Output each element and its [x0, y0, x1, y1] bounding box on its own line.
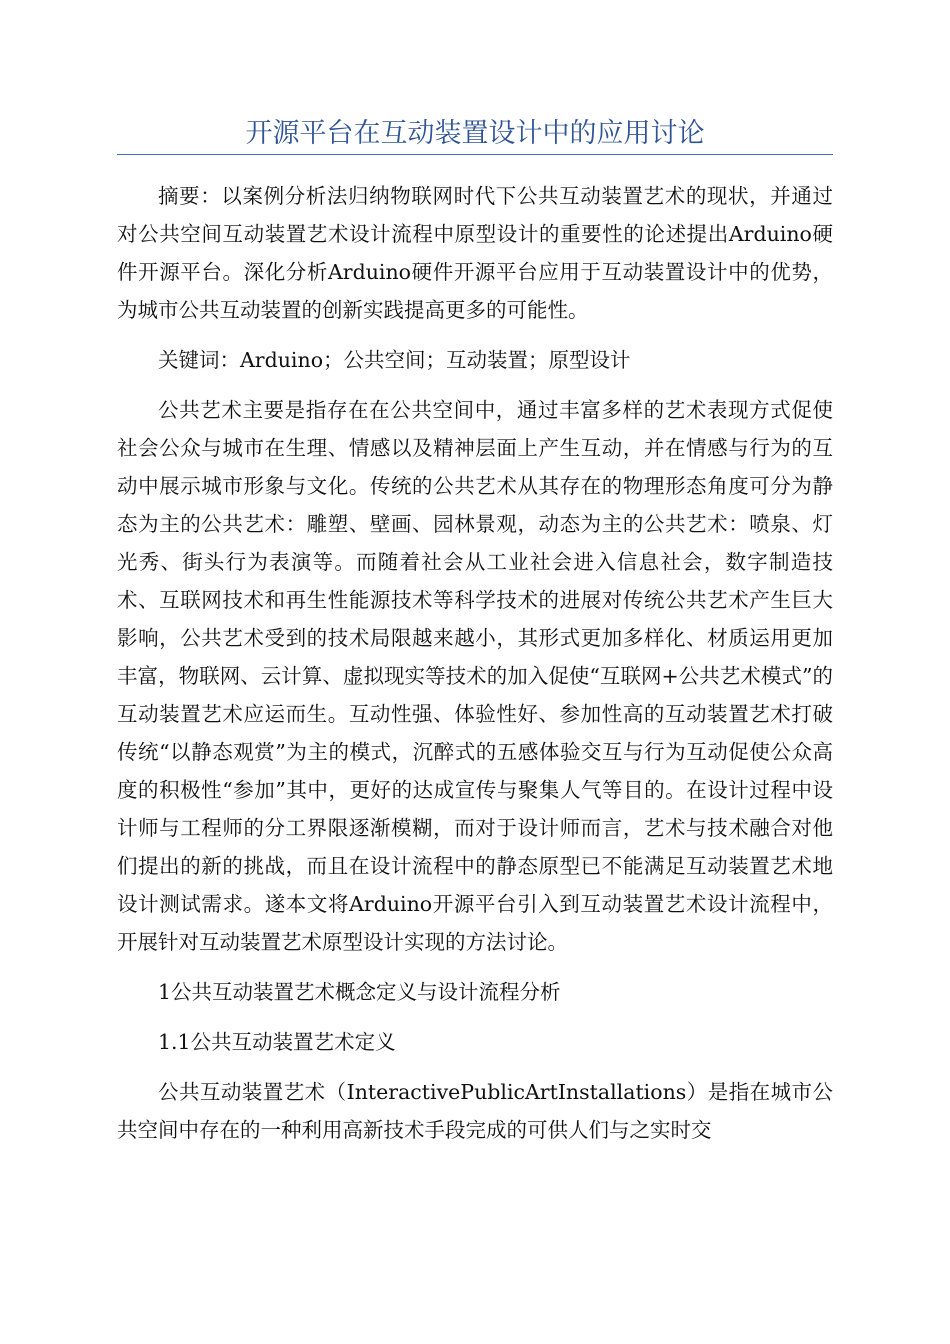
document-page	[117, 0, 833, 1149]
keywords-line: 关键词：Arduino；公共空间；互动装置；原型设计	[158, 348, 631, 372]
abstract-paragraph: 摘要：以案例分析法归纳物联网时代下公共互动装置艺术的现状，并通过对公共空间互动装置艺术设计流程中原型设计的重要性的论述提出Arduino硬件开源平台。深化分析Arduino硬件开源平台应用于互动装置设计中的优势，为城市公共互动装置的创新实践提高更多的可能性。	[117, 184, 833, 322]
paragraph-gap	[117, 379, 833, 391]
paragraph-gap	[117, 1061, 833, 1073]
paragraph-gap	[117, 329, 833, 341]
intro-paragraph: 公共艺术主要是指存在在公共空间中，通过丰富多样的艺术表现方式促使社会公众与城市在生理、情感以及精神层面上产生互动，并在情感与行为的互动中展示城市形象与文化。传统的公共艺术从其存在的物理形态角度可分为静态为主的公共艺术：雕塑、壁画、园林景观，动态为主的公共艺术：喷泉、灯光秀、街头行为表演等。而随着社会从工业社会进入信息社会，数字制造技术、互联网技术和再生性能源技术等科学技术的进展对传统公共艺术产生巨大影响，公共艺术受到的技术局限越来越小，其形式更加多样化、材质运用更加丰富，物联网、云计算、虚拟现实等技术的加入促使“互联网+公共艺术模式”的互动装置艺术应运而生。互动性强、体验性好、参加性高的互动装置艺术打破传统“以静态观赏”为主的模式，沉醉式的五感体验交互与行为互动促使公众高度的积极性“参加”其中，更好的达成宣传与聚集人气等目的。在设计过程中设计师与工程师的分工界限逐渐模糊，而对于设计师而言，艺术与技术融合对他们提出的新的挑战，而且在设计流程中的静态原型已不能满足互动装置艺术地设计测试需求。遂本文将Arduino开源平台引入到互动装置艺术设计流程中，开展针对互动装置艺术原型设计实现的方法讨论。	[117, 398, 833, 954]
document-title: 开源平台在互动装置设计中的应用讨论	[245, 118, 705, 149]
section-heading-1-1: 1.1公共互动装置艺术定义	[158, 1030, 396, 1054]
title-underline	[117, 154, 833, 155]
paragraph-gap	[117, 961, 833, 973]
paragraph-gap	[117, 1011, 833, 1023]
section-heading-1: 1公共互动装置艺术概念定义与设计流程分析	[158, 980, 561, 1004]
definition-paragraph: 公共互动装置艺术（InteractivePublicArtInstallations）是指在城市公共空间中存在的一种利用高新技术手段完成的可供人们与之实时交	[117, 1080, 833, 1142]
